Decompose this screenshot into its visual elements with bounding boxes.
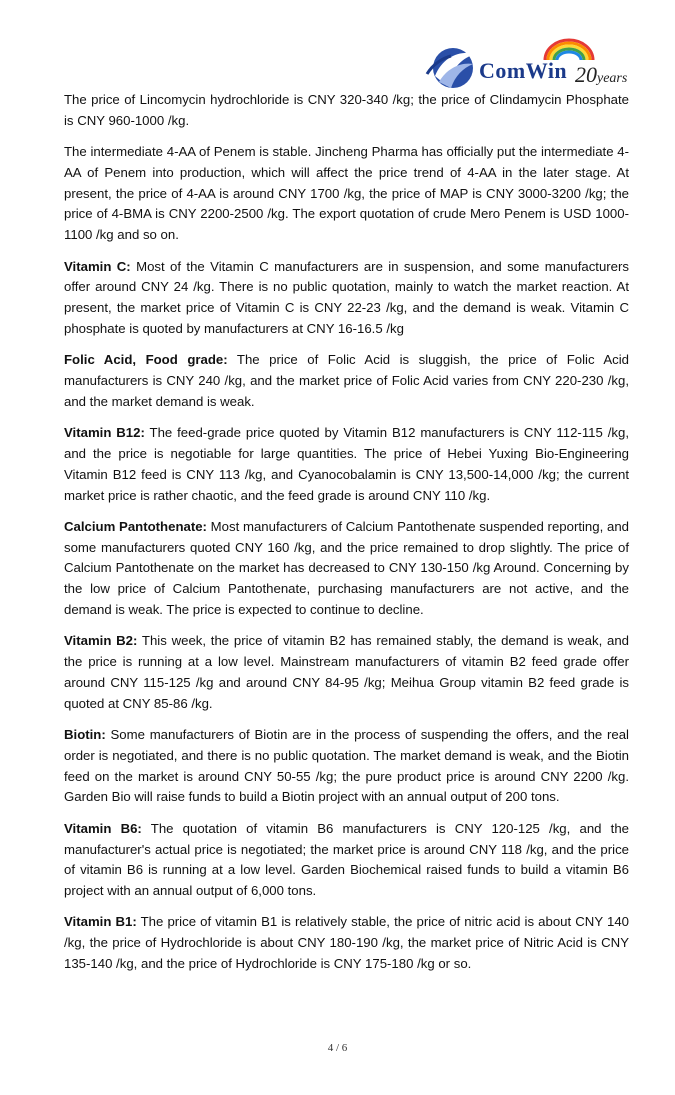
- paragraph: [64, 350, 629, 412]
- paragraph-heading: Folic Acid, Food grade:: [64, 352, 228, 368]
- comwin-logo: [413, 36, 643, 94]
- paragraph-heading: Vitamin B1:: [64, 914, 137, 930]
- paragraph-text: Some manufacturers of Biotin are in the process of suspending the offers, and the real order is negotiated, and there is no public quotation. The market demand is weak, and the Biotin feed on the market is around CNY 50-55 /kg; the pure product price is around CNY 2200 /kg. Garden Bio will raise funds to build a Biotin project with an annual output of 200 tons.: [64, 727, 629, 805]
- paragraph: [64, 423, 629, 506]
- document-body: [64, 90, 629, 985]
- paragraph: [64, 90, 629, 132]
- logo-years-number: 20: [575, 62, 597, 87]
- page-number: 4 / 6: [327, 1042, 348, 1054]
- paragraph: [64, 725, 629, 808]
- paragraph-text: The price of vitamin B1 is relatively stable, the price of nitric acid is about CNY 140 /kg, the price of Hydrochloride is about CNY 180-190 /kg, the market price of Nitric Acid is CNY 135-140 /kg, and the price of Hydrochloride is CNY 175-180 /kg or so.: [64, 914, 629, 971]
- paragraph-text: Most of the Vitamin C manufacturers are in suspension, and some manufacturers offer around CNY 24 /kg. There is no public quotation, mainly to watch the market reaction. At present, the market price of Vitamin C is CNY 22-23 /kg, and the demand is weak. Vitamin C phosphate is quoted by manufacturers at CNY 16-16.5 /kg: [64, 258, 629, 336]
- paragraph-heading: Biotin:: [64, 727, 106, 743]
- paragraph: [64, 142, 629, 246]
- paragraph-text: The intermediate 4-AA of Penem is stable. Jincheng Pharma has officially put the intermediate 4-AA of Penem into production, which will affect the price trend of 4-AA in the later stage. At present, the price of 4-AA is around CNY 1700 /kg, the price of MAP is CNY 3000-3200 /kg; the price of 4-BMA is CNY 2200-2500 /kg. The export quotation of crude Mero Penem is USD 1000-1100 /kg and so on.: [64, 144, 629, 243]
- paragraph-text: The quotation of vitamin B6 manufacturers is CNY 120-125 /kg, and the manufacturer's actual price is negotiated; the market price is around CNY 118 /kg, and the price of vitamin B6 is running at a low level. Garden Biochemical raised funds to build a vitamin B6 project with an annual output of 6,000 tons.: [64, 820, 629, 899]
- paragraph-text: Most manufacturers of Calcium Pantothenate suspended reporting, and some manufacturers quoted CNY 160 /kg, and the price remained to drop slightly. The price of Calcium Pantothenate on the market has decreased to CNY 130-150 /kg Around. Concerning by the low price of Calcium Pantothenate, purchasing manufacturers are not active, and the demand is weak. The price is expected to continue to decline.: [64, 518, 629, 618]
- logo-name: ComWin: [479, 58, 568, 83]
- paragraph: [64, 517, 629, 621]
- paragraph-text: The price of Lincomycin hydrochloride is CNY 320-340 /kg; the price of Clindamycin Phosphate is CNY 960-1000 /kg.: [64, 92, 629, 128]
- paragraph-text: This week, the price of vitamin B2 has remained stably, the demand is weak, and the price is running at a low level. Mainstream manufacturers of vitamin B2 feed grade offer around CNY 115-125 /kg and around CNY 84-95 /kg; Meihua Group vitamin B2 feed grade is quoted at CNY 85-86 /kg.: [64, 633, 629, 711]
- paragraph: [64, 631, 629, 714]
- paragraph-heading: Calcium Pantothenate:: [64, 518, 207, 534]
- logo-anniversary: [575, 62, 627, 88]
- logo-years-word: years: [597, 71, 628, 86]
- paragraph-text: The price of Folic Acid is sluggish, the price of Folic Acid manufacturers is CNY 240 /kg, and the market price of Folic Acid varies from CNY 220-230 /kg, and the market demand is weak.: [64, 352, 629, 409]
- paragraph-heading: Vitamin B12:: [64, 425, 145, 441]
- paragraph-heading: Vitamin B2:: [64, 633, 138, 649]
- paragraph: [64, 257, 629, 340]
- paragraph: [64, 819, 629, 902]
- paragraph-text: The feed-grade price quoted by Vitamin B12 manufacturers is CNY 112-115 /kg, and the price is negotiable for large quantities. The price of Hebei Yuxing Bio-Engineering Vitamin B12 feed is CNY 113 /kg, and Cyanocobalamin is CNY 13,500-14,000 /kg; the current market price is rather chaotic, and the feed grade is around CNY 110 /kg.: [64, 425, 629, 503]
- paragraph-heading: Vitamin B6:: [64, 820, 142, 836]
- paragraph: [64, 912, 629, 974]
- paragraph-heading: Vitamin C:: [64, 258, 131, 274]
